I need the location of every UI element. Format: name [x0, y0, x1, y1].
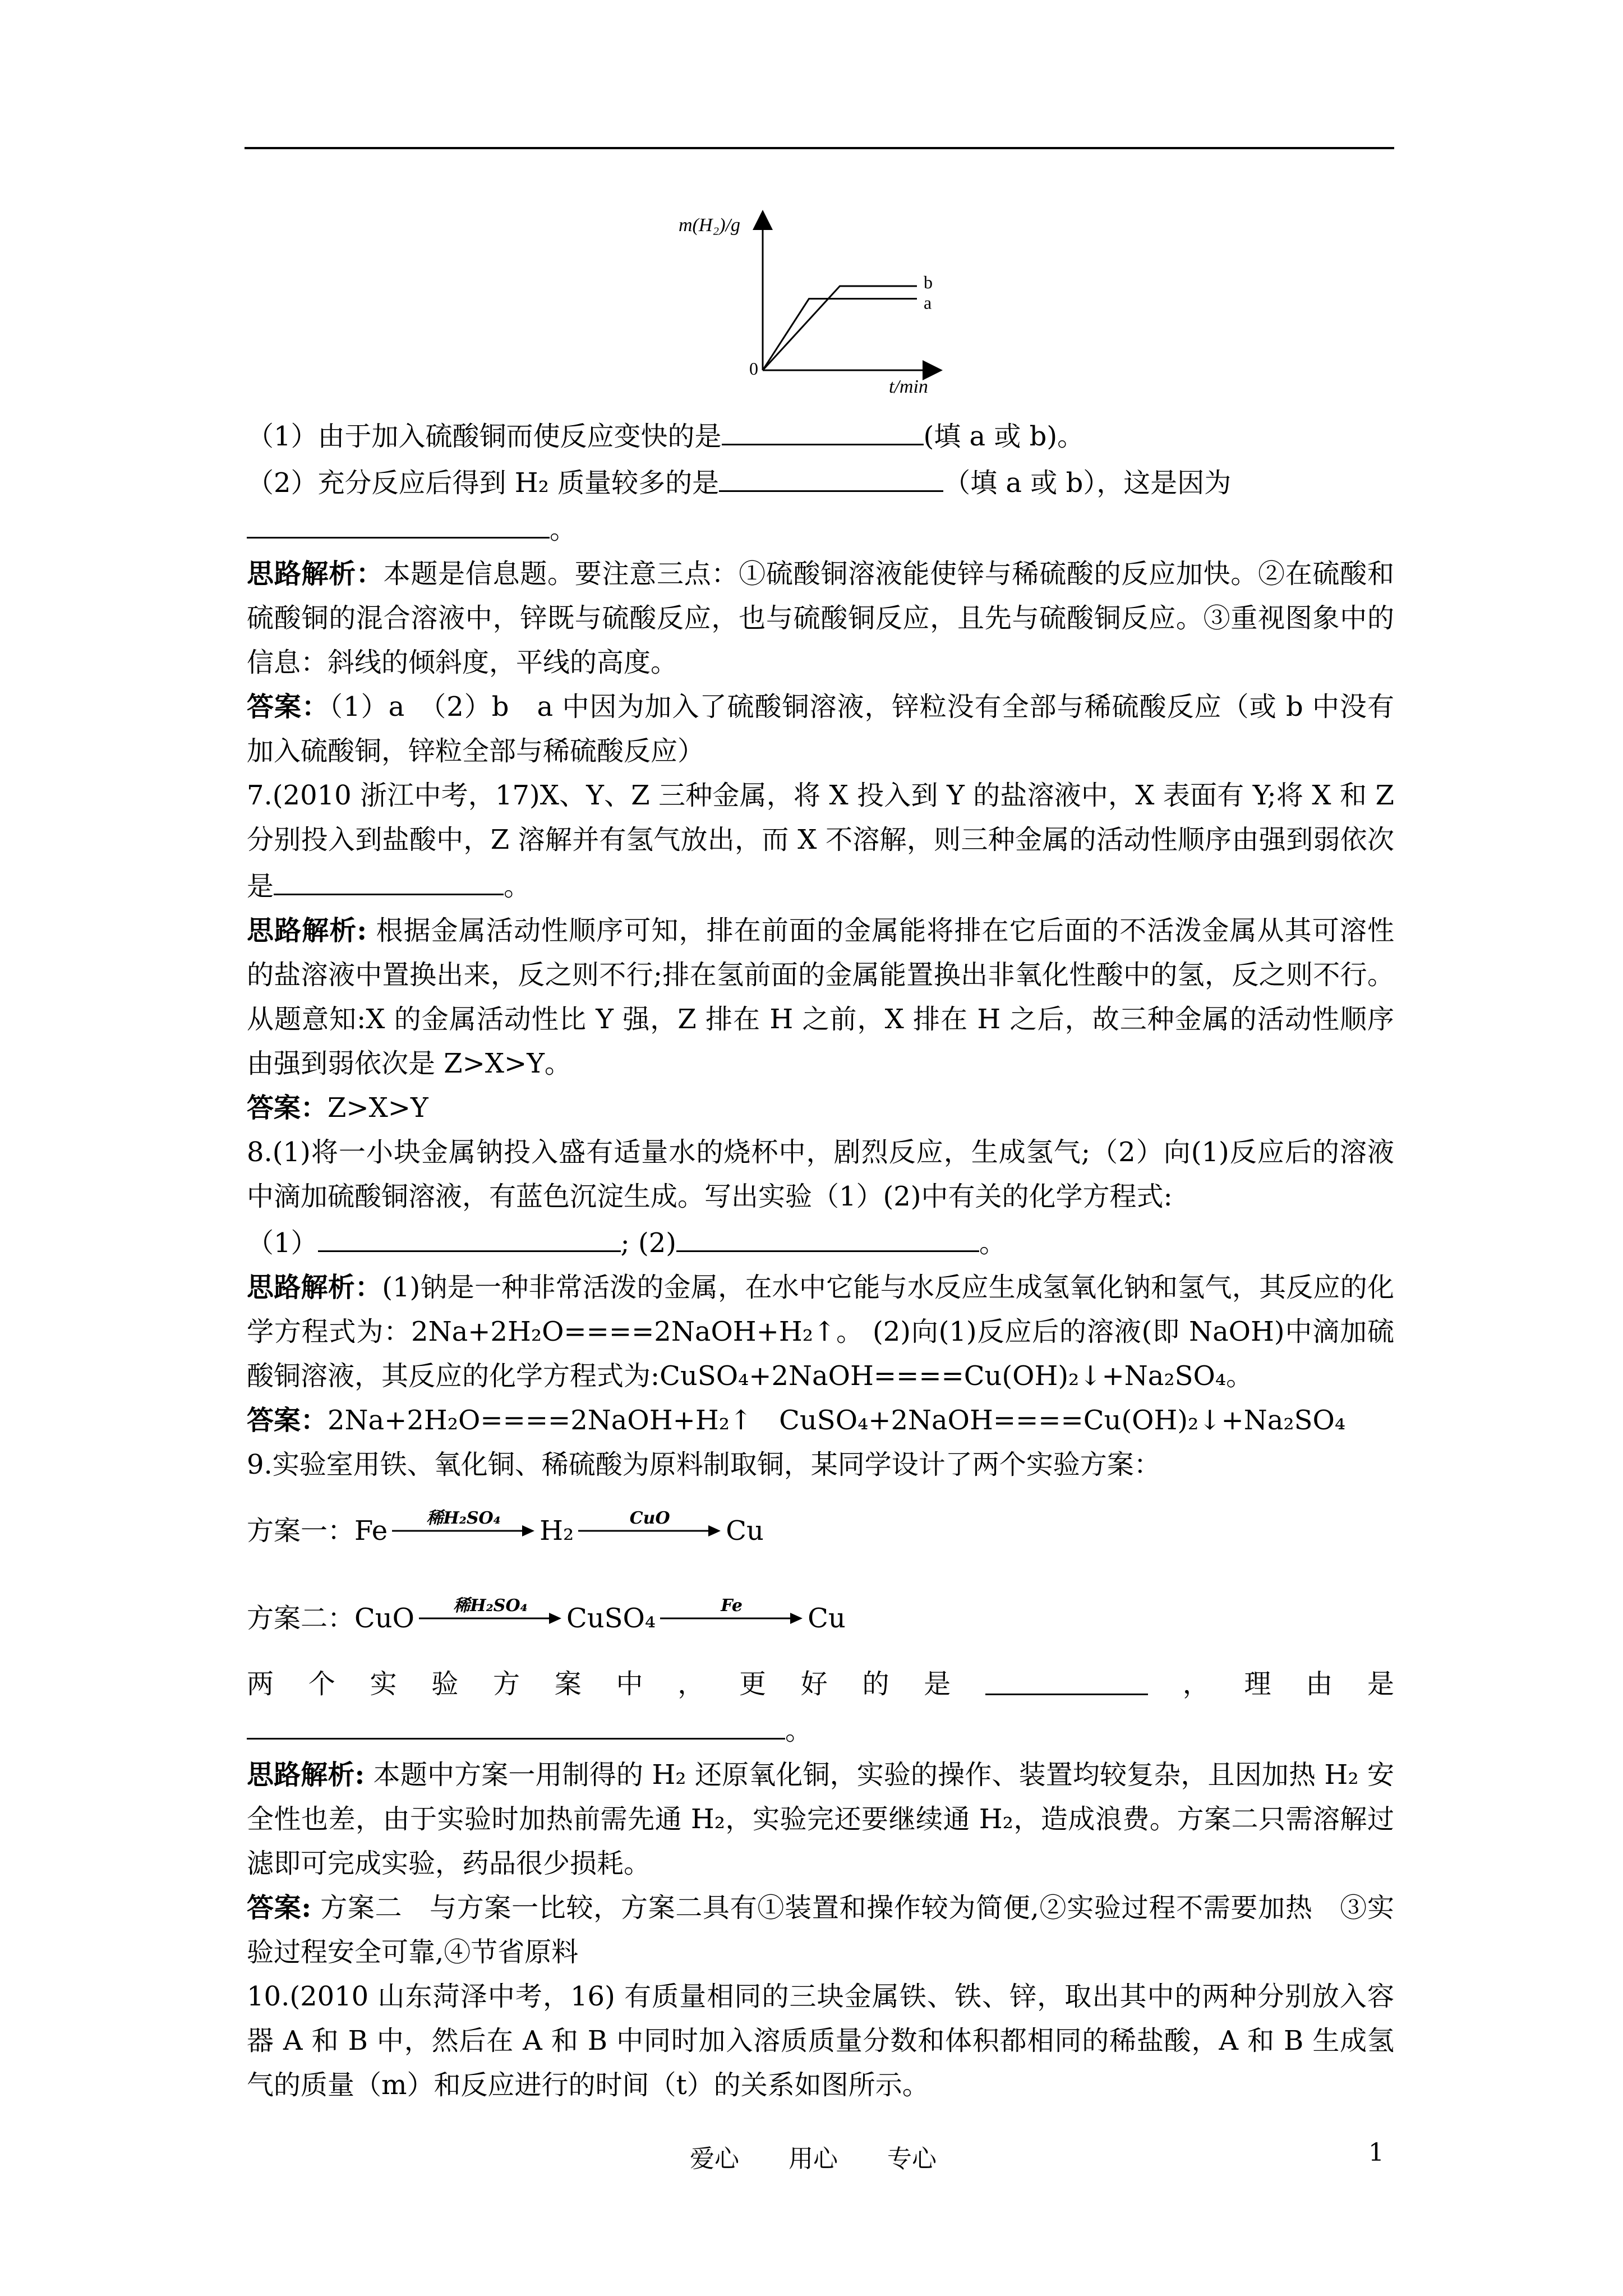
answer-blank	[318, 1219, 621, 1252]
reaction-arrow: CuO	[578, 1520, 721, 1542]
document-body: （1）由于加入硫酸铜而使反应变快的是 (填 a 或 b)。 （2）充分反应后得到 H₂ 质量较多的是 （填 a 或 b），这是因为 。 思路解析：本题是信息题。要注意三点：①硫酸铜溶液能使锌与稀硫酸的反应加快。②在硫酸和硫酸铜的混合溶液中，锌既与硫酸反应，也与硫酸铜反应，且先与硫酸铜反应。③重视图象中的信息：斜线的倾斜度，平线的高度。 答案：（1）a （2）b a 中因为加入了硫酸铜溶液，锌粒没有全部与稀硫酸反应（或 b 中没有加入硫酸铜，锌粒全部与稀硫酸反应） 7.(2010 浙江中考，17)X、Y、Z 三种金属，将 X 投入到 Y 的盐溶液中，X 表面有 Y;将 X 和 Z 分别投入到盐酸中，Z 溶解并有氢气放出，而 X 不溶解，则三种金属的活动性顺序由强到弱依次是 。 思路解析: 根据金属活动性顺序可知，排在前面的金属能将排在它后面的不活泼金属从其可溶性的盐溶液中置换出来，反之则不行;排在氢前面的金属能置换出非氧化性酸中的氢，反之则不行。从题意知:X 的金属活动性比 Y 强，Z 排在 H 之前，X 排在 H 之后，故三种金属的活动性顺序由强到弱依次是 Z>X>Y。 答案：Z>X>Y 8.(1)将一小块金属钠投入盛有适量水的烧杯中，剧烈反应，生成氢气;（2）向(1)反应后的溶液中滴加硫酸铜溶液，有蓝色沉淀生成。写出实验（1）(2)中有关的化学方程式: （1） ; (2) 。 思路解析：(1)钠是一种非常活泼的金属，在水中它能与水反应生成氢氧化钠和氢气，其反应的化学方程式为：2Na+2H₂O====2NaOH+H₂↑。 (2)向(1)反应后的溶液(即 NaOH)中滴加硫酸铜溶液，其反应的化学方程式为:CuSO₄+2NaOH====Cu(OH)₂↓+Na₂SO₄。 答案：2Na+2H₂O====2NaOH+H₂↑ CuSO₄+2NaOH====Cu(OH)₂↓+Na₂SO₄ 9.实验室用铁、氧化铜、稀硫酸为原料制取铜，某同学设计了两个实验方案： 方案一： Fe 稀H₂SO₄ H₂ CuO Cu 方案二： CuO 稀H₂SO₄ CuSO₄ Fe Cu 两 个 实 验 方 案 中 ， 更 好 的 是 ， 理 由 是 。 思路解析: 本题中方案一用制得的 H₂ 还原氧化铜，实验的操作、装置均较复杂，且因加热 H₂ 安全性也差，由于实验时加热前需先通 H₂，实验完还要继续通 H₂，造成浪费。方案二只需溶解过滤即可完成实验，药品很少损耗。 答案: 方案二 与方案一比较，方案二具有①装置和操作较为简便,②实验过程不需要加热 ③实验过程安全可靠,④节省原料 10.(2010 山东菏泽中考，16) 有质量相同的三块金属铁、铁、锌，取出其中的两种分别放入容器 A 和 B 中，然后在 A 和 B 中同时加入溶质质量分数和体积都相同的稀盐酸，A 和 B 生成氢气的质量（m）和反应进行的时间（t）的关系如图所示。	[247, 412, 1394, 2108]
answer-blank	[719, 459, 943, 492]
q8-analysis: 思路解析：(1)钠是一种非常活泼的金属，在水中它能与水反应生成氢氧化钠和氢气，其反应的化学方程式为：2Na+2H₂O====2NaOH+H₂↑。 (2)向(1)反应后的溶液(即 NaOH)中滴加硫酸铜溶液，其反应的化学方程式为:CuSO₄+2NaOH====Cu(OH)₂↓+Na₂SO₄。	[247, 1272, 1394, 1392]
answer-blank	[247, 1706, 785, 1740]
reaction-arrow: 稀H₂SO₄	[419, 1607, 562, 1630]
q9-question-char: 案	[554, 1668, 582, 1700]
q9-question-char: 理	[1244, 1668, 1271, 1700]
answer-blank	[676, 1219, 979, 1252]
h2-mass-time-graph	[673, 202, 965, 409]
curve-a	[763, 299, 917, 371]
answer-blank	[247, 505, 550, 539]
q8-question: 8.(1)将一小块金属钠投入盛有适量水的烧杯中，剧烈反应，生成氢气;（2）向(1)反应后的溶液中滴加硫酸铜溶液，有蓝色沉淀生成。写出实验（1）(2)中有关的化学方程式:	[247, 1137, 1394, 1212]
q9-question-line	[247, 1662, 1394, 1706]
q9-question-char: 两	[247, 1668, 274, 1700]
q6-answer: 答案：（1）a （2）b a 中因为加入了硫酸铜溶液，锌粒没有全部与稀硫酸反应（或 b 中没有加入硫酸铜，锌粒全部与稀硫酸反应）	[247, 691, 1394, 767]
q7-question: 7.(2010 浙江中考，17)X、Y、Z 三种金属，将 X 投入到 Y 的盐溶液中，X 表面有 Y;将 X 和 Z 分别投入到盐酸中，Z 溶解并有氢气放出，而 X 不溶解，则三种金属的活动性顺序由强到弱依次是 。	[247, 780, 1394, 902]
q9-question-char: ，	[677, 1668, 705, 1700]
answer-blank	[722, 412, 924, 445]
q9-question-char: 由	[1306, 1668, 1333, 1700]
q6-part1: （1）由于加入硫酸铜而使反应变快的是	[247, 421, 722, 452]
curve-label-a: a	[924, 292, 932, 313]
q9-question: 9.实验室用铁、氧化铜、稀硫酸为原料制取铜，某同学设计了两个实验方案：	[247, 1449, 1161, 1480]
plan-one: 方案一： Fe 稀H₂SO₄ H₂ CuO Cu	[247, 1508, 764, 1547]
q9-question-char: 个	[308, 1668, 335, 1700]
x-axis-label: t/min	[889, 376, 928, 397]
q9-question-char: 更	[739, 1668, 767, 1700]
header-rule	[245, 147, 1394, 149]
plan-two: 方案二： CuO 稀H₂SO₄ CuSO₄ Fe Cu	[247, 1596, 846, 1634]
page-number: 1	[1368, 2138, 1384, 2167]
q10-question: 10.(2010 山东菏泽中考，16) 有质量相同的三块金属铁、铁、锌，取出其中的两种分别放入容器 A 和 B 中，然后在 A 和 B 中同时加入溶质质量分数和体积都相同的稀盐酸，A 和 B 生成氢气的质量（m）和反应进行的时间（t）的关系如图所示。	[247, 1981, 1394, 2101]
q9-question-char: 实	[370, 1668, 397, 1700]
q9-answer: 答案: 方案二 与方案一比较，方案二具有①装置和操作较为简便,②实验过程不需要加热 ③实验过程安全可靠,④节省原料	[247, 1892, 1394, 1968]
q7-answer: 答案：Z>X>Y	[247, 1092, 428, 1124]
answer-blank	[985, 1662, 1148, 1695]
y-axis-label: m(H₂)/g	[679, 215, 741, 236]
q9-question-char: ，	[1182, 1668, 1210, 1700]
q6-analysis: 思路解析：本题是信息题。要注意三点：①硫酸铜溶液能使锌与稀硫酸的反应加快。②在硫酸和硫酸铜的混合溶液中，锌既与硫酸反应，也与硫酸铜反应，且先与硫酸铜反应。③重视图象中的信息：斜线的倾斜度，平线的高度。	[247, 558, 1394, 678]
q8-blanks: （1） ; (2) 。	[247, 1219, 1394, 1266]
reaction-arrow: 稀H₂SO₄	[392, 1520, 535, 1542]
q6-part2: （2）充分反应后得到 H₂ 质量较多的是	[247, 467, 720, 499]
reaction-arrow: Fe	[660, 1607, 803, 1630]
footer-motto: 爱心 用心 专心	[690, 2145, 937, 2173]
q9-question-char: 是	[1367, 1668, 1394, 1700]
q9-analysis: 思路解析: 本题中方案一用制得的 H₂ 还原氧化铜，实验的操作、装置均较复杂，且因加热 H₂ 安全性也差，由于实验时加热前需先通 H₂，实验完还要继续通 H₂，造成浪费。方案二只需溶解过滤即可完成实验，药品很少损耗。	[247, 1759, 1394, 1879]
q7-analysis: 思路解析: 根据金属活动性顺序可知，排在前面的金属能将排在它后面的不活泼金属从其可溶性的盐溶液中置换出来，反之则不行;排在氢前面的金属能置换出非氧化性酸中的氢，反之则不行。从题意知:X 的金属活动性比 Y 强，Z 排在 H 之前，X 排在 H 之后，故三种金属的活动性顺序由强到弱依次是 Z>X>Y。	[247, 915, 1394, 1079]
q9-question-char: 验	[431, 1668, 459, 1700]
q9-question-char: 方	[493, 1668, 520, 1700]
curve-label-b: b	[924, 272, 933, 292]
q9-question-char: 的	[862, 1668, 889, 1700]
q8-answer: 答案：2Na+2H₂O====2NaOH+H₂↑ CuSO₄+2NaOH====Cu(OH)₂↓+Na₂SO₄	[247, 1405, 1346, 1436]
origin-label: 0	[749, 358, 758, 379]
q9-question-char: 好	[800, 1668, 828, 1700]
q9-question-char: 中	[616, 1668, 643, 1700]
answer-blank	[274, 862, 504, 895]
q9-question-char: 是	[924, 1668, 951, 1700]
